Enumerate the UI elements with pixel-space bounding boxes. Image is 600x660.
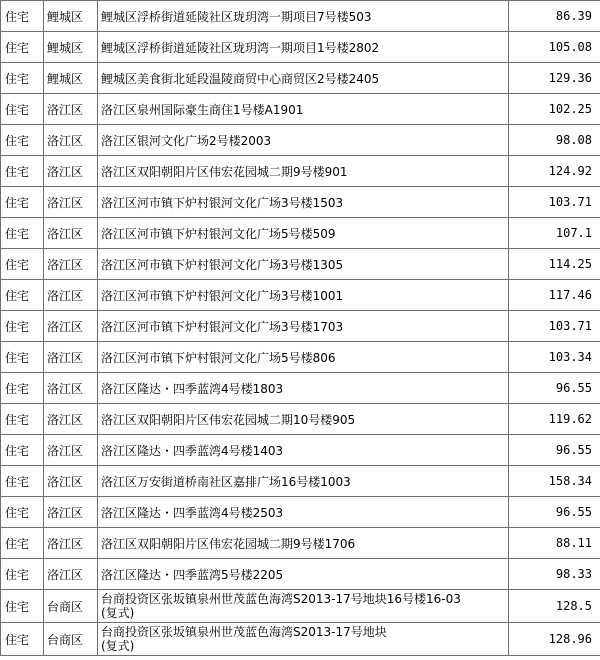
table-body [1,1,600,656]
area-cell: 158.34 [509,466,600,497]
address-cell: 洛江区隆达・四季蓝湾4号楼2503 [98,497,509,528]
address-cell: 洛江区隆达・四季蓝湾4号楼1403 [98,435,509,466]
address-line-2: (复式) [101,606,135,620]
table-row [1,373,600,404]
district-cell: 洛江区 [44,280,98,311]
address-line-1: 台商投资区张坂镇泉州世茂蓝色海湾S2013-17号地块16号楼16-03 [101,592,461,606]
district-cell: 洛江区 [44,187,98,218]
district-cell: 洛江区 [44,342,98,373]
area-cell: 107.1 [509,218,600,249]
address-cell: 洛江区泉州国际豪生商住1号楼A1901 [98,94,509,125]
district-cell: 鲤城区 [44,32,98,63]
property-type-cell: 住宅 [1,156,44,187]
address-cell: 洛江区双阳朝阳片区伟宏花园城二期10号楼905 [98,404,509,435]
area-cell: 128.5 [509,590,600,623]
property-type-cell: 住宅 [1,590,44,623]
property-type-cell: 住宅 [1,125,44,156]
area-cell: 88.11 [509,528,600,559]
property-type-cell: 住宅 [1,94,44,125]
table-row [1,125,600,156]
district-cell: 鲤城区 [44,63,98,94]
property-type-cell: 住宅 [1,466,44,497]
table-row [1,311,600,342]
district-cell: 洛江区 [44,466,98,497]
district-cell: 洛江区 [44,404,98,435]
table-row [1,342,600,373]
table-row [1,218,600,249]
address-line-2: (复式) [101,639,135,653]
table-row [1,435,600,466]
area-cell: 105.08 [509,32,600,63]
property-type-cell: 住宅 [1,63,44,94]
area-cell: 96.55 [509,435,600,466]
address-cell: 鲤城区浮桥街道延陵社区珑玥湾一期项目1号楼2802 [98,32,509,63]
table-row [1,94,600,125]
table-row [1,187,600,218]
district-cell: 洛江区 [44,156,98,187]
property-type-cell: 住宅 [1,218,44,249]
table-row [1,559,600,590]
property-type-cell: 住宅 [1,435,44,466]
address-cell: 洛江区双阳朝阳片区伟宏花园城二期9号楼1706 [98,528,509,559]
table-row [1,156,600,187]
district-cell: 洛江区 [44,435,98,466]
area-cell: 96.55 [509,497,600,528]
table-row [1,623,600,656]
district-cell: 洛江区 [44,218,98,249]
area-cell: 124.92 [509,156,600,187]
property-type-cell: 住宅 [1,1,44,32]
table-row [1,32,600,63]
address-cell: 鲤城区美食街北延段温陵商贸中心商贸区2号楼2405 [98,63,509,94]
district-cell: 洛江区 [44,559,98,590]
address-cell: 洛江区河市镇下炉村银河文化广场3号楼1703 [98,311,509,342]
table-row [1,404,600,435]
table-row [1,280,600,311]
property-type-cell: 住宅 [1,187,44,218]
area-cell: 103.34 [509,342,600,373]
address-cell [98,623,509,656]
area-cell: 128.96 [509,623,600,656]
district-cell: 鲤城区 [44,1,98,32]
area-cell: 98.08 [509,125,600,156]
address-cell: 鲤城区浮桥街道延陵社区珑玥湾一期项目7号楼503 [98,1,509,32]
property-type-cell: 住宅 [1,623,44,656]
district-cell: 洛江区 [44,311,98,342]
property-type-cell: 住宅 [1,249,44,280]
district-cell: 台商区 [44,623,98,656]
address-cell: 洛江区银河文化广场2号楼2003 [98,125,509,156]
address-cell: 洛江区河市镇下炉村银河文化广场3号楼1503 [98,187,509,218]
property-type-cell: 住宅 [1,373,44,404]
table-row [1,528,600,559]
address-cell: 洛江区隆达・四季蓝湾5号楼2205 [98,559,509,590]
table-row [1,63,600,94]
table-row [1,1,600,32]
property-type-cell: 住宅 [1,311,44,342]
property-type-cell: 住宅 [1,528,44,559]
district-cell: 洛江区 [44,528,98,559]
address-line-1: 台商投资区张坂镇泉州世茂蓝色海湾S2013-17号地块 [101,625,387,639]
district-cell: 洛江区 [44,94,98,125]
table-row [1,497,600,528]
area-cell: 103.71 [509,311,600,342]
address-cell: 洛江区河市镇下炉村银河文化广场3号楼1001 [98,280,509,311]
property-type-cell: 住宅 [1,559,44,590]
table-row [1,466,600,497]
property-type-cell: 住宅 [1,32,44,63]
address-cell: 洛江区万安街道桥南社区嘉排广场16号楼1003 [98,466,509,497]
address-cell: 洛江区河市镇下炉村银河文化广场5号楼806 [98,342,509,373]
area-cell: 117.46 [509,280,600,311]
district-cell: 洛江区 [44,125,98,156]
table-row [1,249,600,280]
property-type-cell: 住宅 [1,404,44,435]
area-cell: 119.62 [509,404,600,435]
area-cell: 98.33 [509,559,600,590]
district-cell: 洛江区 [44,497,98,528]
property-type-cell: 住宅 [1,497,44,528]
address-cell: 洛江区河市镇下炉村银河文化广场3号楼1305 [98,249,509,280]
address-cell: 洛江区双阳朝阳片区伟宏花园城二期9号楼901 [98,156,509,187]
address-cell: 洛江区隆达・四季蓝湾4号楼1803 [98,373,509,404]
address-cell: 洛江区河市镇下炉村银河文化广场5号楼509 [98,218,509,249]
address-cell [98,590,509,623]
district-cell: 洛江区 [44,373,98,404]
area-cell: 103.71 [509,187,600,218]
area-cell: 114.25 [509,249,600,280]
area-cell: 129.36 [509,63,600,94]
area-cell: 102.25 [509,94,600,125]
property-type-cell: 住宅 [1,342,44,373]
area-cell: 86.39 [509,1,600,32]
property-type-cell: 住宅 [1,280,44,311]
district-cell: 台商区 [44,590,98,623]
area-cell: 96.55 [509,373,600,404]
district-cell: 洛江区 [44,249,98,280]
table-row [1,590,600,623]
